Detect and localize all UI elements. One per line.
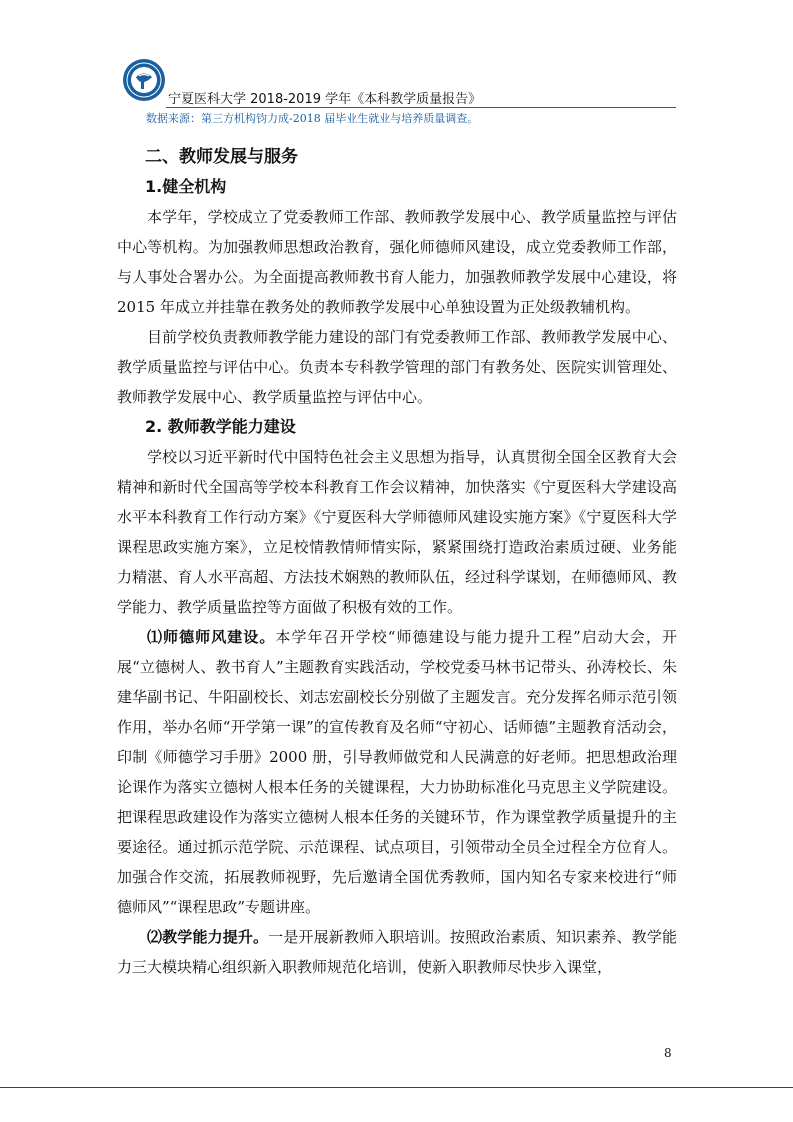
page-number: 8 xyxy=(664,1046,672,1060)
paragraph-ability xyxy=(117,922,677,982)
paragraph: 目前学校负责教师教学能力建设的部门有党委教师工作部、教师教学发展中心、教学质量监控与评估中心。负责本专科教学管理的部门有教务处、医院实训管理处、教师教学发展中心、教学质量监控与评估中心。 xyxy=(117,328,677,406)
university-seal-icon xyxy=(122,58,166,102)
paragraph: 学校以习近平新时代中国特色社会主义思想为指导，认真贯彻全国全区教育大会精神和新时代全国高等学校本科教育工作会议精神，加快落实《宁夏医科大学建设高水平本科教育工作行动方案》《宁夏医科大学师德师风建设实施方案》《宁夏医科大学课程思政实施方案》，立足校情教情师情实际，紧紧围绕打造政治素质过硬、业务能力精湛、育人水平高超、方法技术娴熟的教师队伍，经过科学谋划，在师德师风、教学能力、教学质量监控等方面做了积极有效的工作。 xyxy=(117,448,677,616)
header-title: 宁夏医科大学 2018-2019 学年《本科教学质量报告》 xyxy=(168,92,482,107)
footer-divider xyxy=(0,1087,793,1088)
paragraph-text: 一是开展新教师入职培训。按照政治素质、知识素养、教学能力三大模块精心组织新入职教师规范化培训，使新入职教师尽快步入课堂， xyxy=(117,928,677,976)
data-source-note: 数据来源：第三方机构钧力成-2018 届毕业生就业与培养质量调查。 xyxy=(146,112,479,125)
paragraph-text: 本学年召开学校“师德建设与能力提升工程”启动大会，开展“立德树人、教书育人”主题教育实践活动，学校党委马林书记带头、孙涛校长、朱建华副书记、牛阳副校长、刘志宏副校长分别做了主题发言。充分发挥名师示范引领作用，举办名师“开学第一课”的宣传教育及名师“守初心、话师德”主题教育活动会，印制《师德学习手册》2000 册，引导教师做党和人民满意的好老师。把思想政治理论课作为落实立德树人根本任务的关键课程，大力协助标准化马克思主义学院建设。把课程思政建设作为落实立德树人根本任务的关键环节，作为课堂教学质量提升的主要途径。通过抓示范学院、示范课程、试点项目，引领带动全员全过程全方位育人。加强合作交流，拓展教师视野，先后邀请全国优秀教师，国内知名专家来校进行“师德师风”“课程思政”专题讲座。 xyxy=(117,628,677,916)
subsection-heading-organization: 1.健全机构 xyxy=(145,177,227,196)
subsection-heading-teaching-ability: 2. 教师教学能力建设 xyxy=(145,417,296,436)
paragraph-lead: ⑵教学能力提升。 xyxy=(147,928,269,946)
paragraph: 本学年，学校成立了党委教师工作部、教师教学发展中心、教学质量监控与评估中心等机构。为加强教师思想政治教育，强化师德师风建设，成立党委教师工作部，与人事处合署办公。为全面提高教师教书育人能力，加强教师教学发展中心建设，将 2015 年成立并挂靠在教务处的教师教学发展中心单独设置为正处级教辅机构。 xyxy=(117,208,677,316)
paragraph-ethics xyxy=(117,622,677,922)
page-header xyxy=(122,58,682,108)
header-divider xyxy=(166,107,676,108)
section-heading: 二、教师发展与服务 xyxy=(145,147,298,167)
page-body xyxy=(117,136,677,982)
paragraph-lead: ⑴师德师风建设。 xyxy=(147,628,276,646)
